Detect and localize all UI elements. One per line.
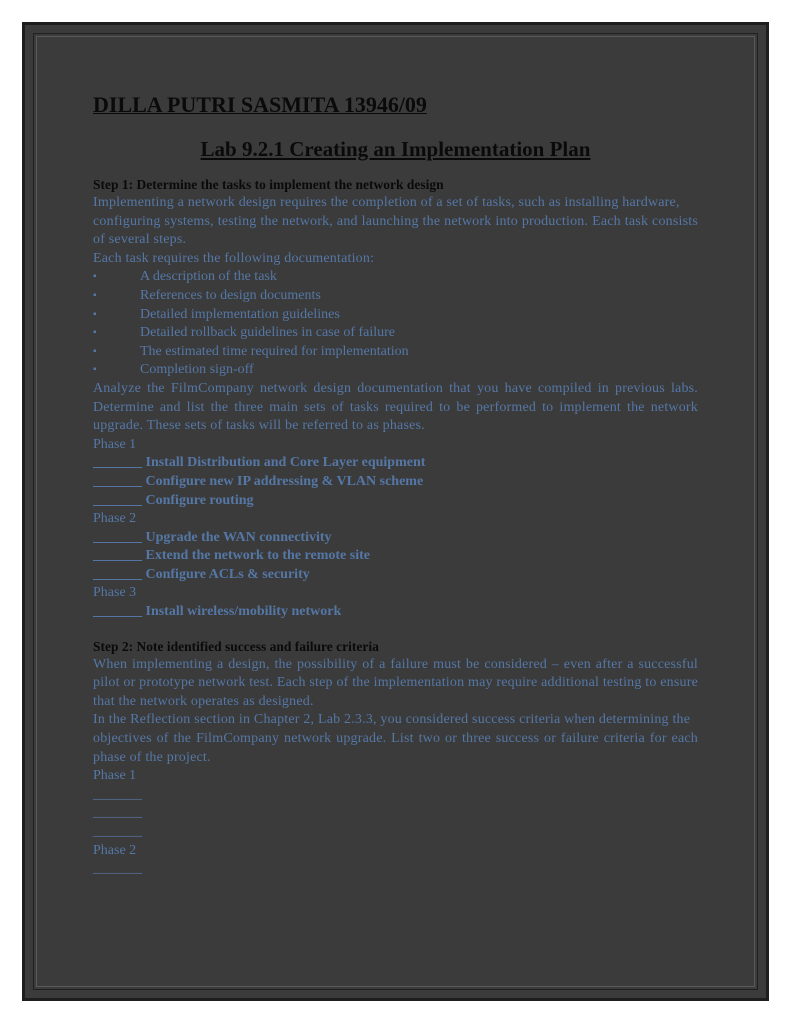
task-item: _______ Configure ACLs & security [93,566,310,582]
answer-blank: _______ [93,805,142,821]
answer-blank: _______ [93,861,142,877]
phase-label: Phase 2 [93,511,137,527]
phase-label: Phase 1 [93,436,137,452]
task-item: _______ Extend the network to the remote site [93,548,370,564]
task-item: _______ Install Distribution and Core Layer equipment [93,455,426,471]
bullet-item: ▪ Completion sign-off [93,361,698,380]
bullet-item: ▪ A description of the task [93,268,698,287]
bullet-icon: ▪ [93,345,97,357]
step1-paragraph-1a: Implementing a network design requires the completion of a set of tasks, such as installing hardware, [93,195,680,210]
phase-label: Phase 2 [93,842,137,858]
answer-blank: _______ [93,824,142,839]
bullet-icon: ▪ [93,308,97,320]
bullet-icon: ▪ [93,364,97,376]
step1-paragraph-3: Analyze the FilmCompany network design documentation that you have compiled in previous labs. Determine and list the three main sets of tasks required to be performed to implement the network upgrade. These sets of tasks will be referred to as phases. [93,380,698,434]
bullet-item: ▪ The estimated time required for implementation [93,343,698,362]
bullet-icon: ▪ [93,327,97,339]
step1-heading: Step 1: Determine the tasks to implement the network design [93,177,444,192]
author-name: DILLA PUTRI SASMITA 13946/09 [93,92,427,117]
step1-paragraph-1b: configuring systems, testing the network, and launching the network into production. Each task consists of several steps. [93,213,698,248]
step2-paragraph-2b: objectives of the FilmCompany network upgrade. List two or three success or failure criteria for each phase of the project. [93,731,698,765]
task-item: _______ Install wireless/mobility network [93,604,342,620]
phase-label: Phase 3 [93,585,137,601]
bullet-item: ▪ Detailed implementation guidelines [93,306,698,325]
step2-paragraph-2a: In the Reflection section in Chapter 2, Lab 2.3.3, you considered success criteria when determining the [93,712,691,728]
step1-paragraph-2: Each task requires the following documentation: [93,250,375,266]
answer-blank: _______ [93,786,142,802]
phase-label: Phase 1 [93,768,137,784]
step2-heading: Step 2: Note identified success and failure criteria [93,638,379,654]
document-content [93,92,698,879]
task-item: _______ Configure new IP addressing & VLAN scheme [93,473,424,489]
spacer [93,622,698,638]
step2-paragraph-1: When implementing a design, the possibility of a failure must be considered – even after a successful pilot or prototype network test. Each step of the implementation may require additional testing to ensure that the network operates as designed. [93,656,698,709]
bullet-item: ▪ References to design documents [93,287,698,306]
bullet-item: ▪ Detailed rollback guidelines in case of failure [93,324,698,343]
task-item: _______ Upgrade the WAN connectivity [93,529,332,545]
bullet-icon: ▪ [93,271,97,283]
task-item: _______ Configure routing [93,492,254,508]
author-line [93,92,603,118]
bullet-icon: ▪ [93,289,97,301]
page-title: Lab 9.2.1 Creating an Implementation Plan [200,137,591,161]
